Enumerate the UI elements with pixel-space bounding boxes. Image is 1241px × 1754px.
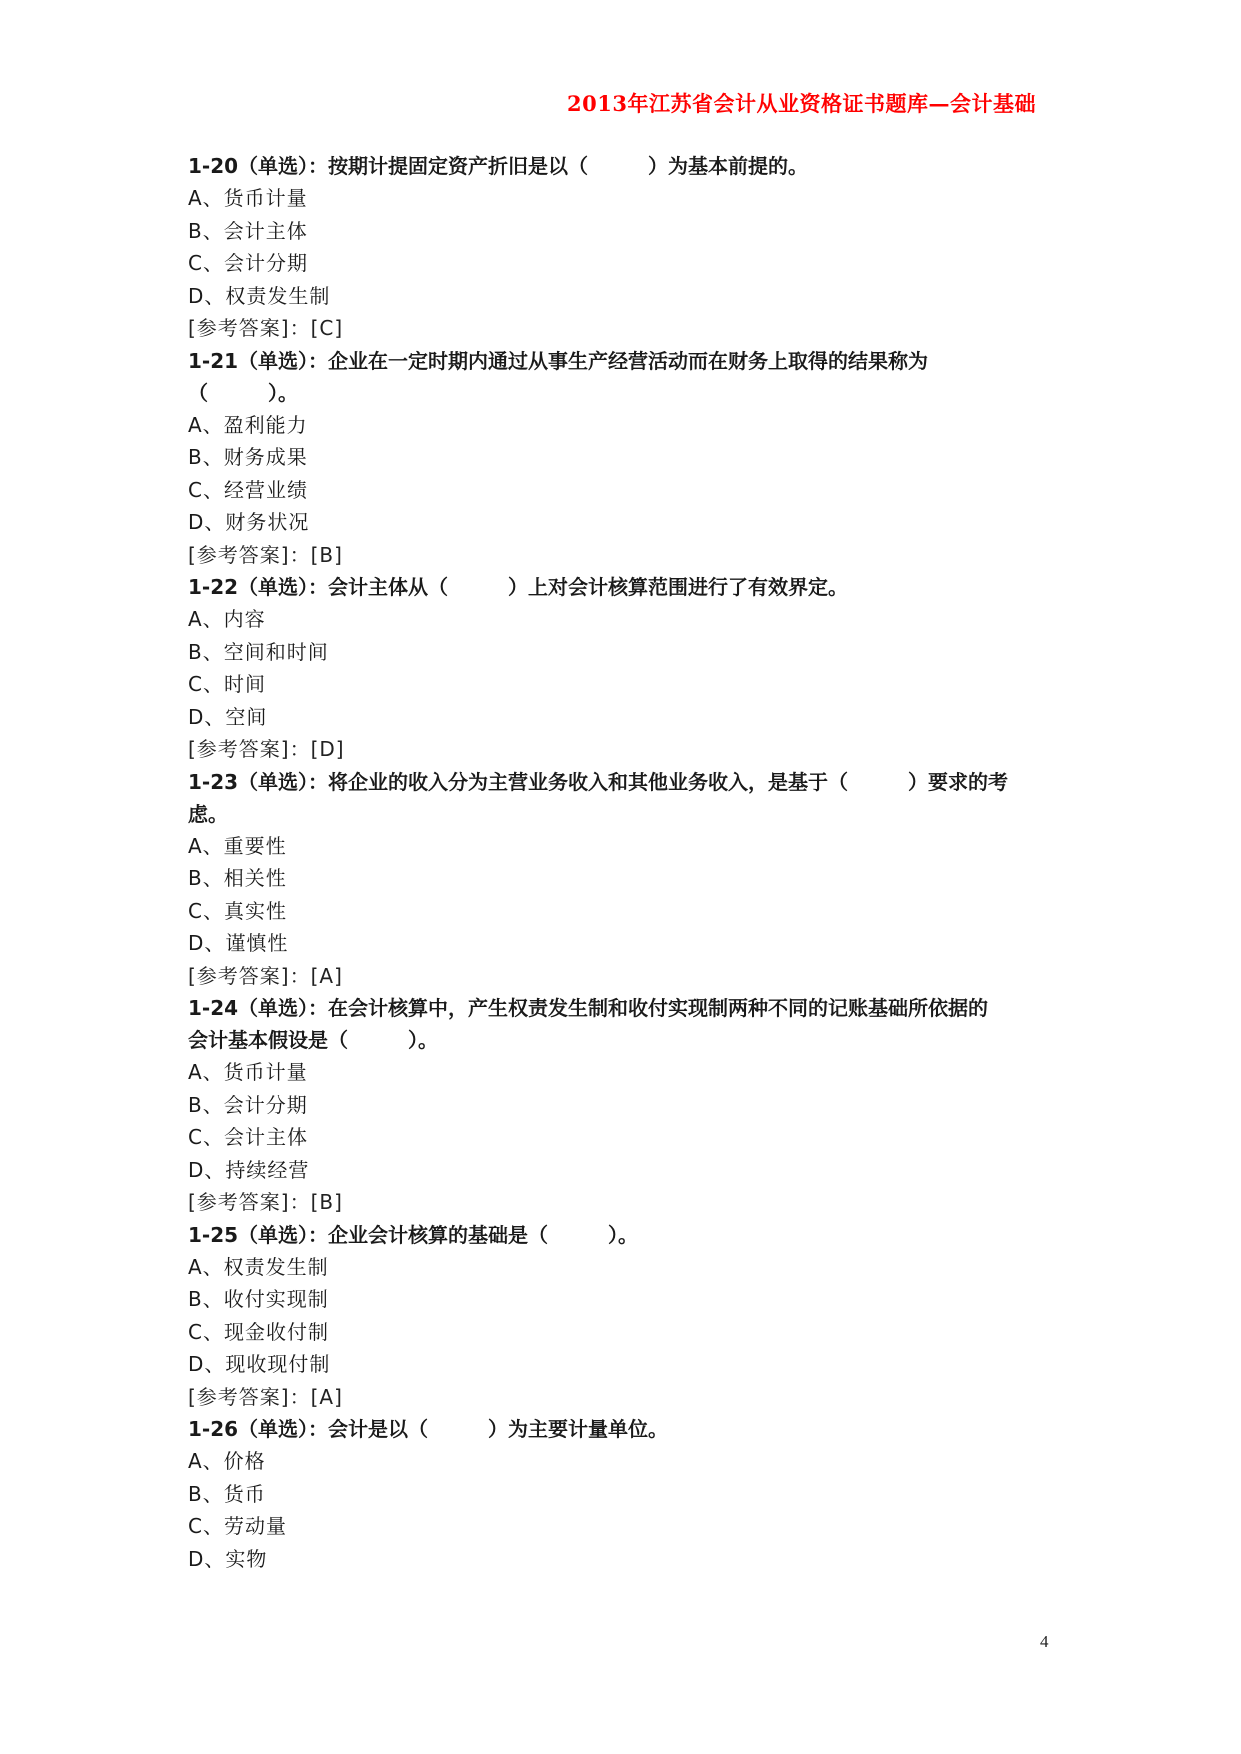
- page-header-title: 2013年江苏省会计从业资格证书题库—会计基础: [567, 91, 1036, 116]
- option-b: B、收付实现制: [188, 1287, 329, 1311]
- option-b: B、会计主体: [188, 218, 308, 243]
- question-block: [188, 150, 1058, 345]
- question-stem-continued: 虑。: [188, 801, 228, 826]
- option-d: D、财务状况: [188, 510, 310, 534]
- option-c: C、经营业绩: [188, 477, 308, 502]
- page-number: 4: [1040, 1632, 1049, 1651]
- question-block: [188, 1219, 1058, 1414]
- option-a: A、货币计量: [188, 186, 308, 210]
- question-list: [188, 150, 1058, 1575]
- question-block: [188, 1413, 1058, 1575]
- question-stem: 1-20（单选）：按期计提固定资产折旧是以（ ）为基本前提的。: [188, 154, 809, 178]
- option-d: D、权责发生制: [188, 283, 331, 308]
- option-a: A、权责发生制: [188, 1254, 329, 1279]
- option-c: C、时间: [188, 672, 266, 696]
- option-d: D、空间: [188, 704, 268, 729]
- reference-answer: [参考答案]：[B]: [188, 542, 343, 567]
- option-d: D、实物: [188, 1546, 268, 1571]
- option-a: A、盈利能力: [188, 412, 308, 437]
- option-c: C、真实性: [188, 898, 287, 923]
- question-stem-continued: （ ）。: [188, 380, 298, 405]
- option-c: C、现金收付制: [188, 1319, 329, 1344]
- option-a: A、价格: [188, 1449, 266, 1473]
- question-stem: 1-26（单选）：会计是以（ ）为主要计量单位。: [188, 1417, 669, 1441]
- reference-answer: [参考答案]：[D]: [188, 737, 345, 761]
- option-d: D、现收现付制: [188, 1352, 331, 1376]
- option-a: A、重要性: [188, 833, 287, 858]
- question-stem: 1-25（单选）：企业会计核算的基础是（ ）。: [188, 1222, 639, 1247]
- question-stem: 1-24（单选）：在会计核算中，产生权责发生制和收付实现制两种不同的记账基础所依据的: [188, 996, 989, 1020]
- reference-answer: [参考答案]：[B]: [188, 1190, 343, 1214]
- option-c: C、会计主体: [188, 1125, 308, 1149]
- option-a: A、内容: [188, 607, 266, 631]
- reference-answer: [参考答案]：[A]: [188, 963, 343, 988]
- option-c: C、劳动量: [188, 1514, 287, 1538]
- option-d: D、持续经营: [188, 1157, 310, 1182]
- question-block: [188, 345, 1058, 572]
- option-b: B、相关性: [188, 866, 287, 890]
- option-b: B、会计分期: [188, 1092, 308, 1117]
- question-block: [188, 766, 1058, 993]
- question-block: [188, 571, 1058, 766]
- reference-answer: [参考答案]：[C]: [188, 316, 344, 340]
- option-b: B、空间和时间: [188, 639, 329, 664]
- option-a: A、货币计量: [188, 1060, 308, 1084]
- option-b: B、货币: [188, 1481, 266, 1506]
- option-d: D、谨慎性: [188, 931, 289, 955]
- option-c: C、会计分期: [188, 251, 308, 275]
- option-b: B、财务成果: [188, 445, 308, 469]
- question-stem-continued: 会计基本假设是（ ）。: [188, 1028, 438, 1052]
- reference-answer: [参考答案]：[A]: [188, 1384, 343, 1409]
- question-stem: 1-22（单选）：会计主体从（ ）上对会计核算范围进行了有效界定。: [188, 575, 849, 599]
- question-stem: 1-23（单选）：将企业的收入分为主营业务收入和其他业务收入，是基于（ ）要求的考: [188, 769, 1009, 794]
- question-block: [188, 992, 1058, 1219]
- question-stem: 1-21（单选）：企业在一定时期内通过从事生产经营活动而在财务上取得的结果称为: [188, 348, 929, 373]
